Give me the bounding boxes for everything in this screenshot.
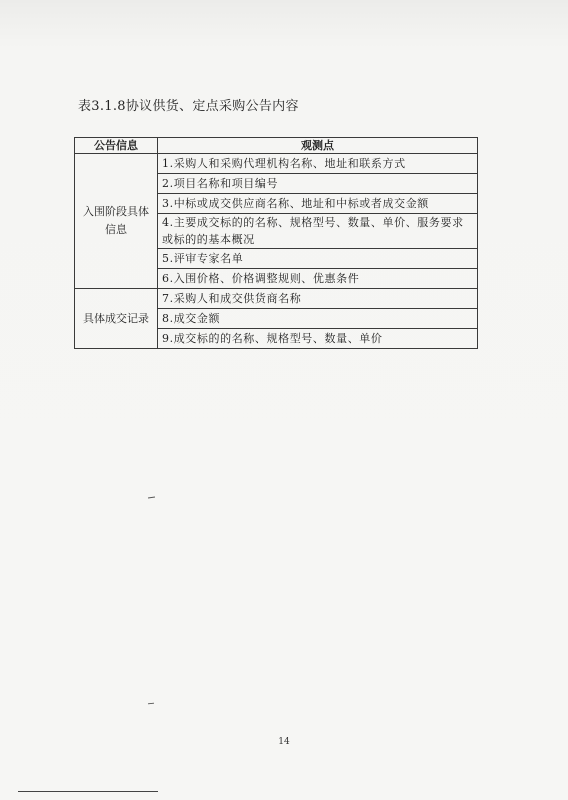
observation-item: 6.入围价格、价格调整规则、优惠条件	[158, 269, 478, 289]
header-observation-point: 观测点	[158, 138, 478, 154]
table-row	[75, 154, 478, 174]
observation-item: 3.中标或成交供应商名称、地址和中标或者成交金额	[158, 194, 478, 214]
table-row	[75, 289, 478, 309]
header-notice-info: 公告信息	[75, 138, 158, 154]
observation-item: 9.成交标的的名称、规格型号、数量、单价	[158, 329, 478, 349]
category-cell-shortlist: 入围阶段具体信息	[75, 154, 158, 289]
table-header-row	[75, 138, 478, 154]
table-caption: 表3.1.8协议供货、定点采购公告内容	[78, 99, 299, 114]
footer-rule	[18, 791, 158, 792]
observation-item: 1.采购人和采购代理机构名称、地址和联系方式	[158, 154, 478, 174]
category-cell-transaction: 具体成交记录	[75, 289, 158, 349]
observation-item: 2.项目名称和项目编号	[158, 174, 478, 194]
page-number: 14	[278, 737, 290, 747]
observation-item: 7.采购人和成交供货商名称	[158, 289, 478, 309]
observation-item: 8.成交金额	[158, 309, 478, 329]
notice-content-table	[74, 137, 478, 349]
observation-item: 5.评审专家名单	[158, 249, 478, 269]
observation-item: 4.主要成交标的的名称、规格型号、数量、单价、服务要求或标的的基本概况	[158, 214, 478, 249]
